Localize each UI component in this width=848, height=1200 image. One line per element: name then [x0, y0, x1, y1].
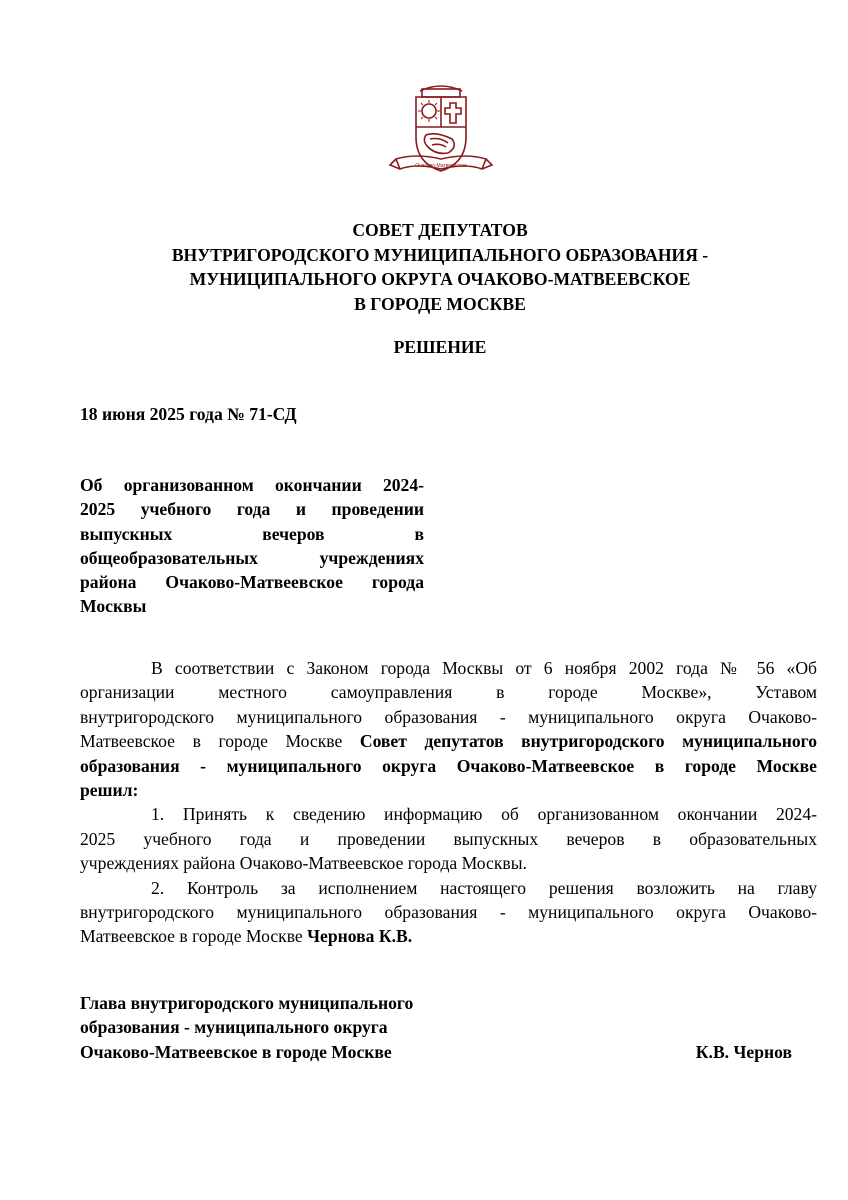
signature-title-line: Глава внутригородского муниципального: [80, 993, 414, 1013]
subject-line: 2025 учебного года и проведении: [80, 499, 424, 520]
header-line: СОВЕТ ДЕПУТАТОВ: [352, 220, 528, 240]
header-line: В ГОРОДЕ МОСКВЕ: [354, 293, 526, 314]
body-text: Матвеевское в городе Москве: [80, 926, 308, 947]
body-line: [80, 778, 817, 802]
subject-line: общеобразовательных учреждениях: [80, 547, 424, 568]
signature-block: [80, 991, 792, 1064]
body-line: [80, 754, 817, 778]
body-text: Матвеевское в городе Москве: [80, 731, 360, 752]
header-line: МУНИЦИПАЛЬНОГО ОКРУГА ОЧАКОВО-МАТВЕЕВСКОЕ: [189, 269, 691, 289]
emblem-caption: Очаково-Матвеевское: [415, 163, 467, 169]
document-body: [80, 656, 817, 949]
body-line: организации местного самоуправления в городе Москве», Уставом: [80, 682, 817, 703]
body-bold-text: Чернова К.В.: [307, 926, 413, 947]
body-line: [80, 729, 817, 753]
body-line: В соответствии с Законом города Москвы от 6 ноября 2002 года № 56 «Об: [151, 658, 817, 678]
subject-line: района Очаково-Матвеевское города: [80, 572, 424, 593]
document-header: [60, 218, 820, 316]
document-type: РЕШЕНИЕ: [393, 337, 487, 357]
body-bold-text: образования - муниципального округа Очаково-Матвеевское в городе Москве: [80, 755, 817, 776]
body-bold-text: Совет депутатов внутригородского муниципального: [359, 731, 817, 752]
item-2-line: внутригородского муниципального образования - муниципального округа Очаково-: [80, 902, 817, 923]
signature-title-line: Очаково-Матвеевское в городе Москве: [80, 1041, 392, 1062]
item-1-line: 2025 учебного года и проведении выпускных вечеров в образовательных: [80, 828, 817, 849]
item-1-line: учреждениях района Очаково-Матвеевское города Москвы.: [80, 853, 527, 874]
header-line: ВНУТРИГОРОДСКОГО МУНИЦИПАЛЬНОГО ОБРАЗОВАНИЯ -: [171, 244, 709, 265]
coat-of-arms-icon: [386, 75, 496, 185]
signatory-name: К.В. Чернов: [695, 1041, 792, 1062]
body-line: внутригородского муниципального образования - муниципального округа Очаково-: [80, 706, 817, 727]
subject-line: Об организованном окончании 2024-: [80, 475, 424, 495]
subject-line: выпускных вечеров в: [80, 523, 424, 544]
item-1-line: 1. Принять к сведению информацию об организованном окончании 2024-: [151, 804, 817, 825]
body-bold-text: решил:: [80, 780, 139, 801]
subject-block: [80, 473, 424, 619]
date-number: 18 июня 2025 года № 71-СД: [80, 404, 297, 424]
subject-line: Москвы: [80, 596, 147, 617]
item-2-line: 2. Контроль за исполнением настоящего решения возложить на главу: [151, 877, 817, 898]
item-2-line: [80, 924, 817, 948]
signature-title-line: образования - муниципального округа: [80, 1017, 388, 1038]
